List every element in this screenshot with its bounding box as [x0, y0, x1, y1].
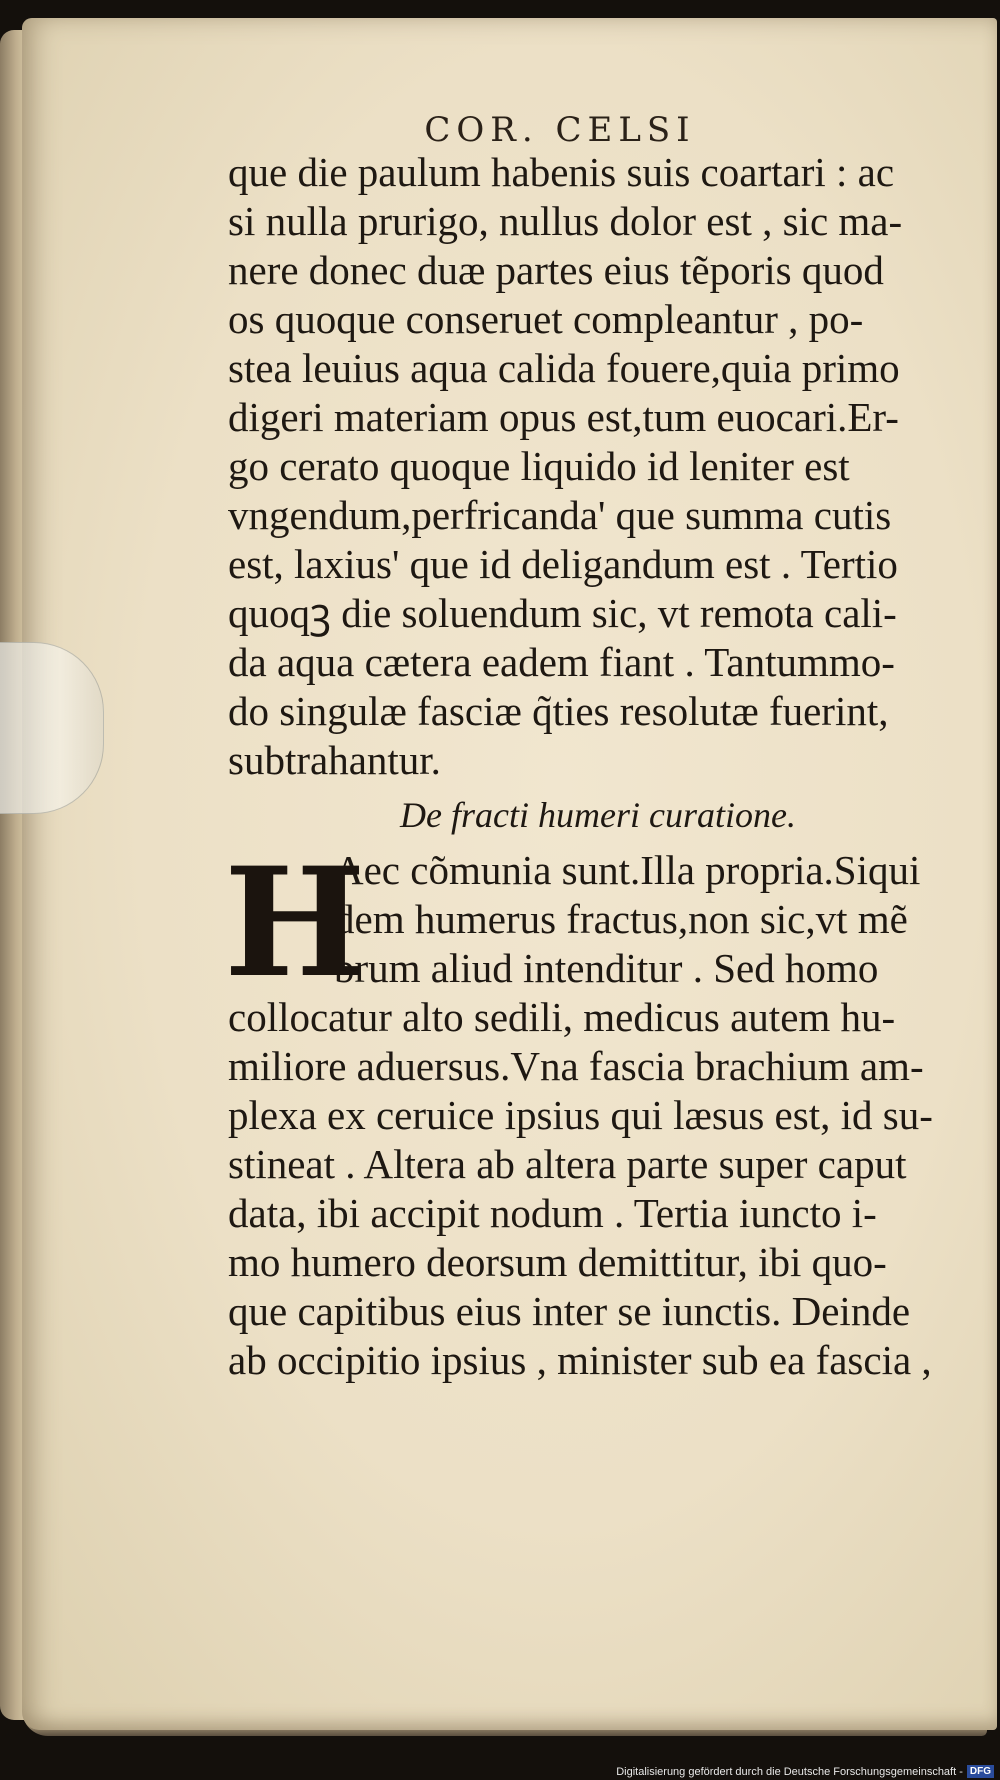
text-line: stea leuius aqua calida fouere,quia primo	[228, 345, 900, 391]
text-line: digeri materiam opus est,tum euocari.Er-	[228, 394, 899, 440]
text-line: brum aliud intenditur . Sed homo	[334, 945, 879, 991]
text-line: plexa ex ceruice ipsius qui læsus est, id su-	[228, 1092, 933, 1138]
text-line: stineat . Altera ab altera parte super caput	[228, 1141, 907, 1187]
text-line: collocatur alto sedili, medicus autem hu-	[228, 994, 896, 1040]
text-line: mo humero deorsum demittitur, ibi quo-	[228, 1239, 887, 1285]
dropcap-paragraph	[224, 835, 928, 1011]
text-line: que die paulum habenis suis coartari : ac	[228, 149, 895, 195]
text-line: dem humerus fractus,non sic,vt mẽ	[334, 896, 908, 942]
dfg-logo: DFG	[967, 1765, 994, 1778]
text-line: miliore aduersus.Vna fascia brachium am-	[228, 1043, 924, 1089]
running-head-text: COR. CELSI	[424, 110, 696, 150]
text-line: ab occipitio ipsius , minister sub ea fascia ,	[228, 1337, 932, 1383]
text-line: que capitibus eius inter se iunctis. Deinde	[228, 1288, 911, 1334]
text-line: si nulla prurigo, nullus dolor est , sic ma-	[228, 198, 903, 244]
footer-text: Digitalisierung gefördert durch die Deutsche Forschungsgemeinschaft -	[616, 1765, 963, 1778]
text-line: do singulæ fasciæ q̃ties resolutæ fuerint,	[228, 688, 889, 734]
text-line: vngendum,perfricanda' que summa cutis	[228, 492, 892, 538]
text-line: quoqꝫ die soluendum sic, vt remota cali-	[228, 590, 897, 636]
text-line: da aqua cætera eadem fiant . Tantummo-	[228, 639, 895, 685]
text-line: data, ibi accipit nodum . Tertia iuncto i-	[228, 1190, 877, 1236]
text-line: Aec cõmunia sunt.Illa propria.Siqui	[334, 847, 921, 893]
text-line: est, laxius' que id deligandum est . Tertio	[228, 541, 898, 587]
section-heading: De fracti humeri curatione.	[400, 795, 796, 835]
text-block	[224, 148, 933, 1385]
text-line: os quoque conseruet compleantur , po-	[228, 296, 864, 342]
text-line: go cerato quoque liquido id leniter est	[228, 443, 850, 489]
text-line: subtrahantur.	[228, 737, 441, 783]
drop-cap: H	[224, 835, 366, 1011]
text-line: nere donec duæ partes eius tẽporis quod	[228, 247, 884, 293]
digitization-footer	[616, 1765, 994, 1778]
running-head	[0, 110, 1000, 150]
